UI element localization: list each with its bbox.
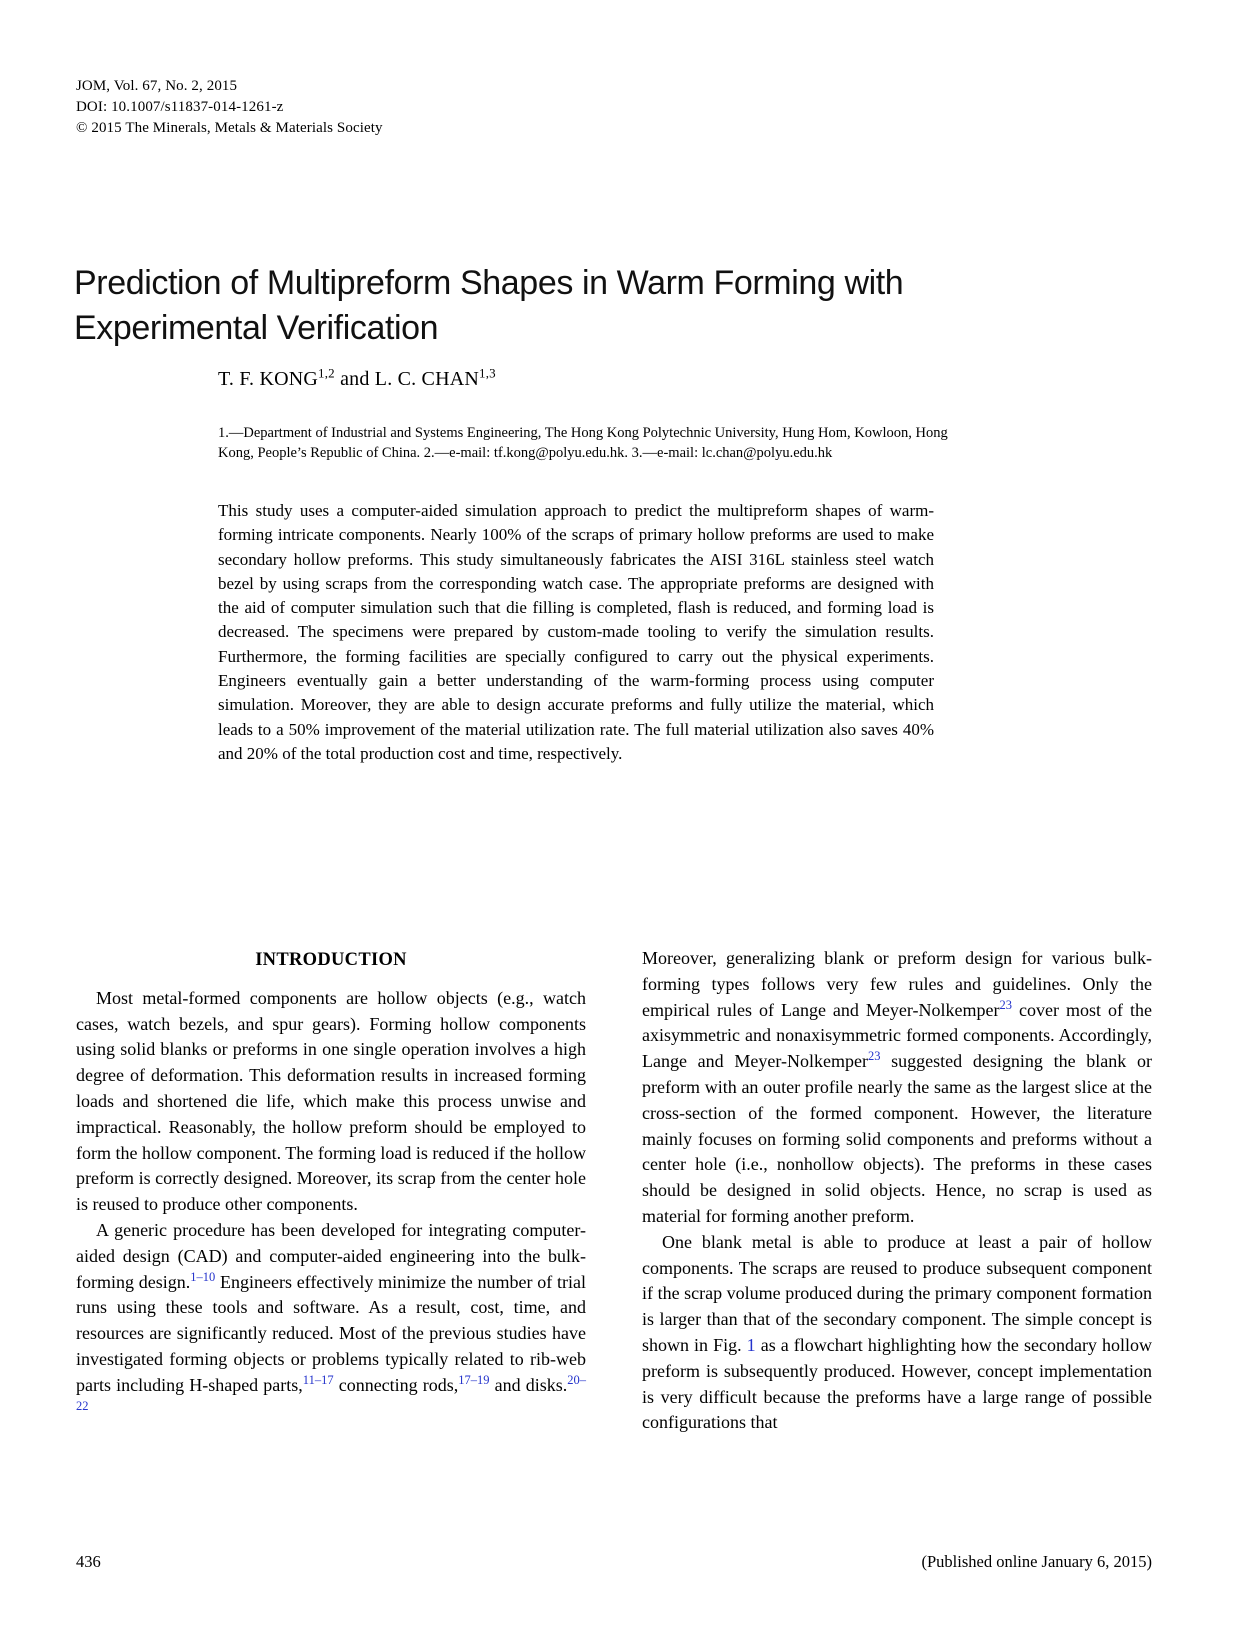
body-text: as a flowchart highlighting how the secondary hollow preform is subsequently produced. However, concept implementation is very difficult because the preforms have a large range of possible configurations that [642, 1334, 1152, 1433]
page-footer [76, 1552, 1152, 1572]
body-text: cover most of the axisymmetric and nonaxisymmetric formed components. Accordingly, Lange and Meyer-Nolkemper [642, 999, 1152, 1072]
author-2-affiliation-sup: 1,3 [479, 365, 496, 381]
intro-right-paragraph-1 [642, 946, 1152, 1230]
citation-link-23b[interactable]: 23 [867, 1049, 881, 1064]
body-text: suggested designing the blank or preform with an outer profile nearly the same as the largest slice at the cross-section of the formed component. However, the literature mainly focuses on forming solid components and preforms without a center hole (i.e., nonhollow objects). The preforms in these cases should be designed in solid objects. Hence, no scrap is used as material for forming another preform. [642, 1051, 1152, 1226]
paper-title: Prediction of Multipreform Shapes in Warm Forming with Experimental Verification [74, 263, 904, 347]
journal-volume-line: JOM, Vol. 67, No. 2, 2015 [76, 78, 238, 94]
doi-line: DOI: 10.1007/s11837-014-1261-z [76, 99, 284, 115]
authors-connector: and [334, 368, 375, 390]
affiliations-block: 1.—Department of Industrial and Systems Engineering, The Hong Kong Polytechnic University, Hung Hom, Kowloon, Hong Kong, People’s Republic of China. 2.—e-mail: tf.kong@polyu.edu.hk. 3.—e-mail: lc.chan@polyu.edu.hk [218, 425, 948, 461]
body-text: One blank metal is able to produce at least a pair of hollow components. The scraps are reused to produce subsequent component if the scrap volume produced during the primary component formation is larger than that of the secondary component. The simple concept is shown in Fig. [642, 1231, 1152, 1355]
abstract-paragraph: This study uses a computer-aided simulation approach to predict the multipreform shapes of warm-forming intricate components. Nearly 100% of the scraps of primary hollow preforms are used to make secondary hollow preforms. This study simultaneously fabricates the AISI 316L stainless steel watch bezel by using scraps from the corresponding watch case. The appropriate preforms are designed with the aid of computer simulation such that die filling is completed, flash is reduced, and forming load is decreased. The specimens were prepared by custom-made tooling to verify the simulation results. Furthermore, the forming facilities are specially configured to carry out the physical experiments. Engineers eventually gain a better understanding of the warm-forming process using computer simulation. Moreover, they are able to design accurate preforms and fully utilize the material, which leads to a 50% improvement of the material utilization rate. The full material utilization also saves 40% and 20% of the total production cost and time, respectively. [218, 501, 934, 763]
intro-left-paragraph-2 [76, 1218, 586, 1424]
intro-left-paragraph-1: Most metal-formed components are hollow objects (e.g., watch cases, watch bezels, and spur gears). Forming hollow components using solid blanks or preforms in one single operation involves a high degree of deformation. This deformation results in increased forming loads and shortened die life, which make this process unwise and impractical. Reasonably, the hollow preform should be employed to form the hollow component. The forming load is reduced if the hollow preform is correctly designed. Moreover, its scrap from the center hole is reused to produce other components. [76, 987, 586, 1215]
copyright-line: © 2015 The Minerals, Metals & Materials Society [76, 120, 383, 136]
citation-link-23[interactable]: 23 [999, 997, 1013, 1012]
right-column [642, 946, 1152, 1436]
citation-link-1-10[interactable]: 1–10 [190, 1269, 216, 1284]
intro-right-paragraph-2 [642, 1230, 1152, 1436]
two-column-body [76, 946, 1152, 1436]
published-online-note: (Published online January 6, 2015) [921, 1552, 1152, 1571]
body-text: A generic procedure has been developed for integrating computer-aided design (CAD) and computer-aided engineering into the bulk-forming design. [76, 1219, 586, 1292]
journal-header [76, 76, 383, 139]
author-1: T. F. KONG [218, 368, 319, 390]
citation-link-11-17[interactable]: 11–17 [302, 1372, 334, 1387]
citation-link-17-19[interactable]: 17–19 [458, 1372, 490, 1387]
citation-link-20-22[interactable]: 20–22 [76, 1372, 587, 1413]
figure-1-link[interactable]: 1 [746, 1334, 756, 1355]
body-text: and disks. [489, 1374, 568, 1395]
authors-line [218, 365, 496, 391]
introduction-heading: INTRODUCTION [255, 950, 407, 970]
body-text: connecting rods, [333, 1374, 459, 1395]
page-number: 436 [76, 1552, 101, 1571]
left-column [76, 946, 586, 1436]
author-2: L. C. CHAN [374, 368, 480, 390]
body-text: Engineers effectively minimize the number of trial runs using these tools and software. As a result, cost, time, and resources are significantly reduced. Most of the previous studies have investigated forming objects or problems typically related to rib-web parts including H-shaped parts, [76, 1271, 586, 1395]
body-text: Moreover, generalizing blank or preform design for various bulk-forming types follows very few rules and guidelines. Only the empirical rules of Lange and Meyer-Nolkemper [642, 948, 1152, 1020]
author-1-affiliation-sup: 1,2 [318, 365, 335, 381]
